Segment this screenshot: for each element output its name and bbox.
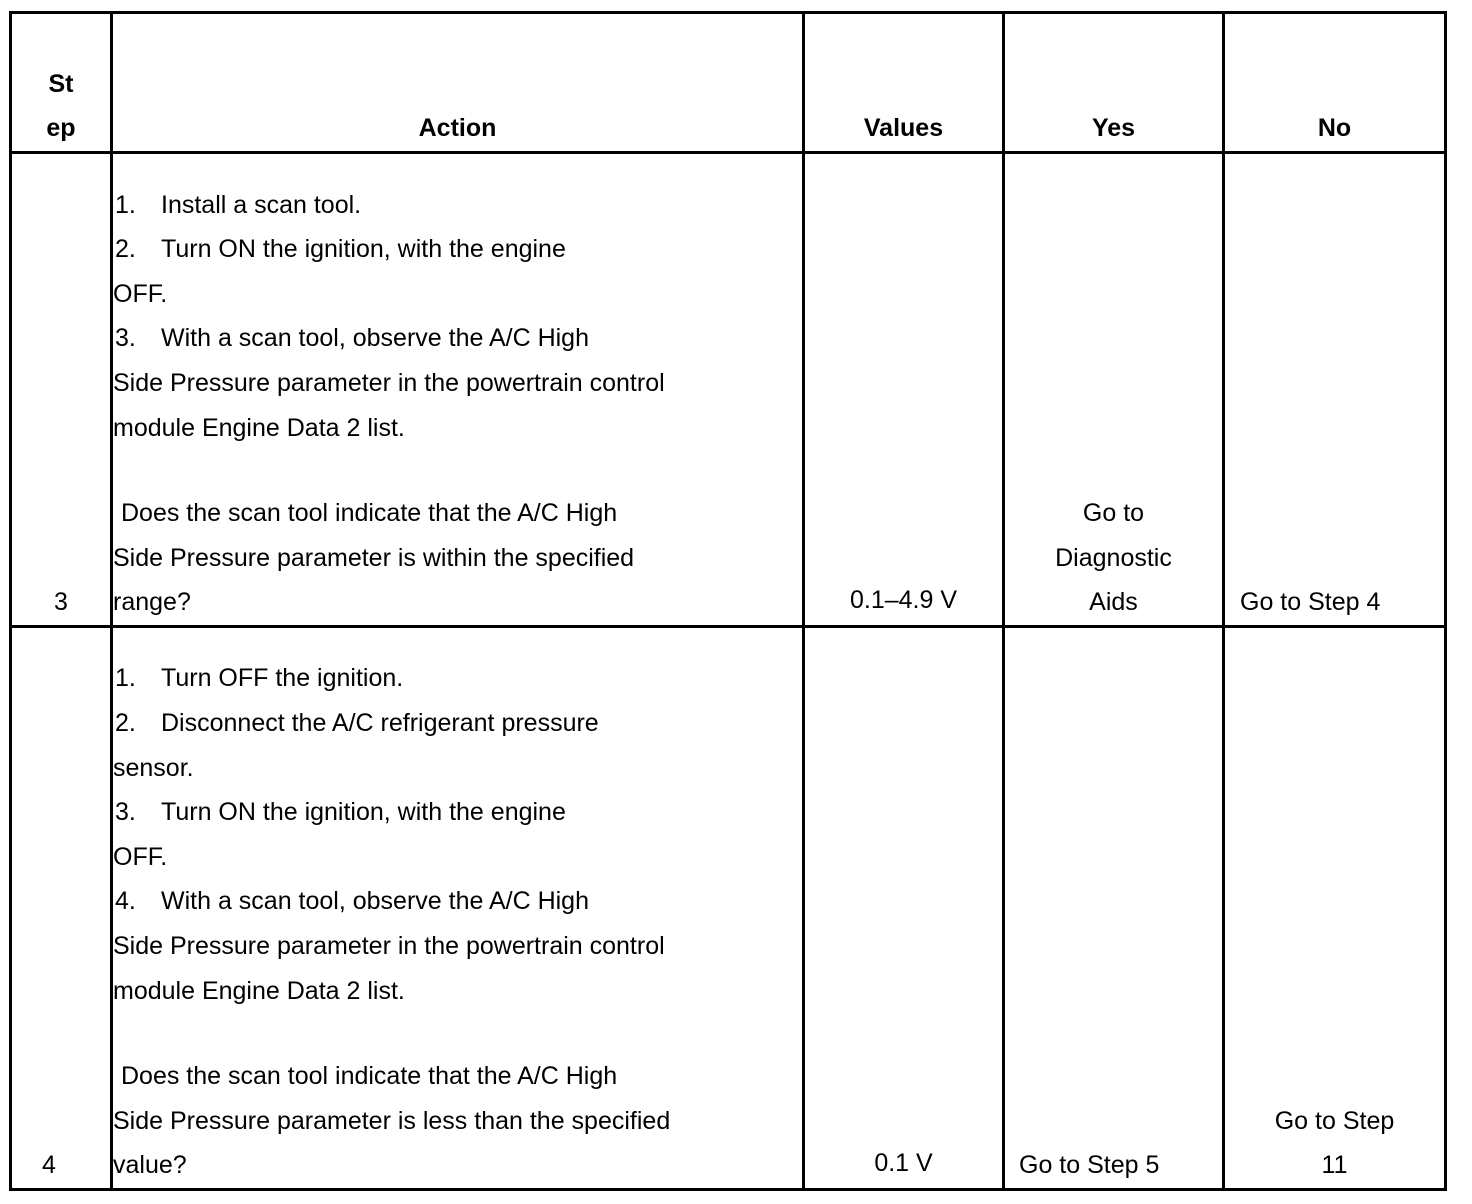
action-line-number: 4. bbox=[115, 887, 136, 916]
action-line-number: 2. bbox=[115, 709, 136, 738]
action-line-text: Install a scan tool. bbox=[161, 190, 362, 219]
action-question: value? bbox=[113, 1151, 187, 1180]
action-line-text: Turn ON the ignition, with the engine bbox=[161, 798, 566, 827]
action-line: module Engine Data 2 list. bbox=[113, 413, 405, 442]
action-line bbox=[113, 790, 802, 835]
action-line-number: 2. bbox=[115, 235, 136, 264]
step-number-text: 4 bbox=[42, 1151, 56, 1180]
spacer bbox=[113, 1013, 802, 1054]
action-line-number: 3. bbox=[115, 324, 136, 353]
action-line bbox=[113, 316, 802, 361]
action-question: Side Pressure parameter is less than the specified bbox=[113, 1106, 671, 1135]
yes-text: Diagnostic bbox=[1055, 543, 1172, 572]
header-action: Action bbox=[112, 13, 804, 153]
action-line bbox=[113, 701, 802, 746]
action-question: range? bbox=[113, 588, 191, 617]
header-values: Values bbox=[804, 13, 1004, 153]
yes-text: Go to Step 5 bbox=[1019, 1151, 1160, 1180]
no-cell bbox=[1224, 627, 1446, 1190]
step-number bbox=[11, 627, 112, 1190]
action-line bbox=[113, 183, 802, 228]
action-line-text: With a scan tool, observe the A/C High bbox=[161, 887, 589, 916]
action-line-text: Disconnect the A/C refrigerant pressure bbox=[161, 709, 599, 738]
yes-cell bbox=[1004, 627, 1224, 1190]
action-cell bbox=[112, 627, 804, 1190]
action-line-number: 1. bbox=[115, 664, 136, 693]
no-text: 11 bbox=[1321, 1151, 1348, 1180]
value-text: 0.1–4.9 V bbox=[849, 586, 958, 615]
action-line bbox=[113, 656, 802, 701]
action-line bbox=[113, 879, 802, 924]
table-row-step-4 bbox=[11, 627, 1446, 1190]
action-question: Does the scan tool indicate that the A/C High bbox=[121, 499, 618, 528]
header-step bbox=[11, 13, 112, 153]
action-line: Side Pressure parameter in the powertrain control bbox=[113, 369, 665, 398]
action-line: OFF. bbox=[113, 279, 168, 308]
no-text: Go to Step 4 bbox=[1240, 588, 1381, 617]
action-line-number: 3. bbox=[115, 798, 136, 827]
action-line bbox=[113, 227, 802, 272]
action-question: Does the scan tool indicate that the A/C High bbox=[121, 1062, 618, 1091]
action-line: module Engine Data 2 list. bbox=[113, 976, 405, 1005]
table-row-step-3 bbox=[11, 153, 1446, 627]
action-cell bbox=[112, 153, 804, 627]
no-cell bbox=[1224, 153, 1446, 627]
action-line: sensor. bbox=[113, 753, 194, 782]
action-line: Side Pressure parameter in the powertrain control bbox=[113, 932, 665, 961]
action-line-text: Turn ON the ignition, with the engine bbox=[161, 235, 566, 264]
no-text: Go to Step bbox=[1274, 1106, 1395, 1135]
values-cell bbox=[804, 627, 1004, 1190]
action-line-number: 1. bbox=[115, 190, 136, 219]
action-line-text: Turn OFF the ignition. bbox=[161, 664, 404, 693]
yes-text: Aids bbox=[1089, 588, 1138, 617]
yes-cell bbox=[1004, 153, 1224, 627]
header-step-line1: St bbox=[48, 69, 74, 98]
header-step-line2: ep bbox=[46, 114, 76, 143]
diagnostic-table bbox=[9, 11, 1447, 1191]
header-no: No bbox=[1224, 13, 1446, 153]
action-line: OFF. bbox=[113, 842, 168, 871]
table-header-row bbox=[11, 13, 1446, 153]
action-line-text: With a scan tool, observe the A/C High bbox=[161, 324, 589, 353]
spacer bbox=[113, 450, 802, 491]
values-cell bbox=[804, 153, 1004, 627]
step-number bbox=[11, 153, 112, 627]
header-yes: Yes bbox=[1004, 13, 1224, 153]
step-number-text: 3 bbox=[54, 588, 68, 617]
value-text: 0.1 V bbox=[874, 1149, 933, 1178]
action-question: Side Pressure parameter is within the specified bbox=[113, 543, 635, 572]
yes-text: Go to bbox=[1082, 499, 1145, 528]
